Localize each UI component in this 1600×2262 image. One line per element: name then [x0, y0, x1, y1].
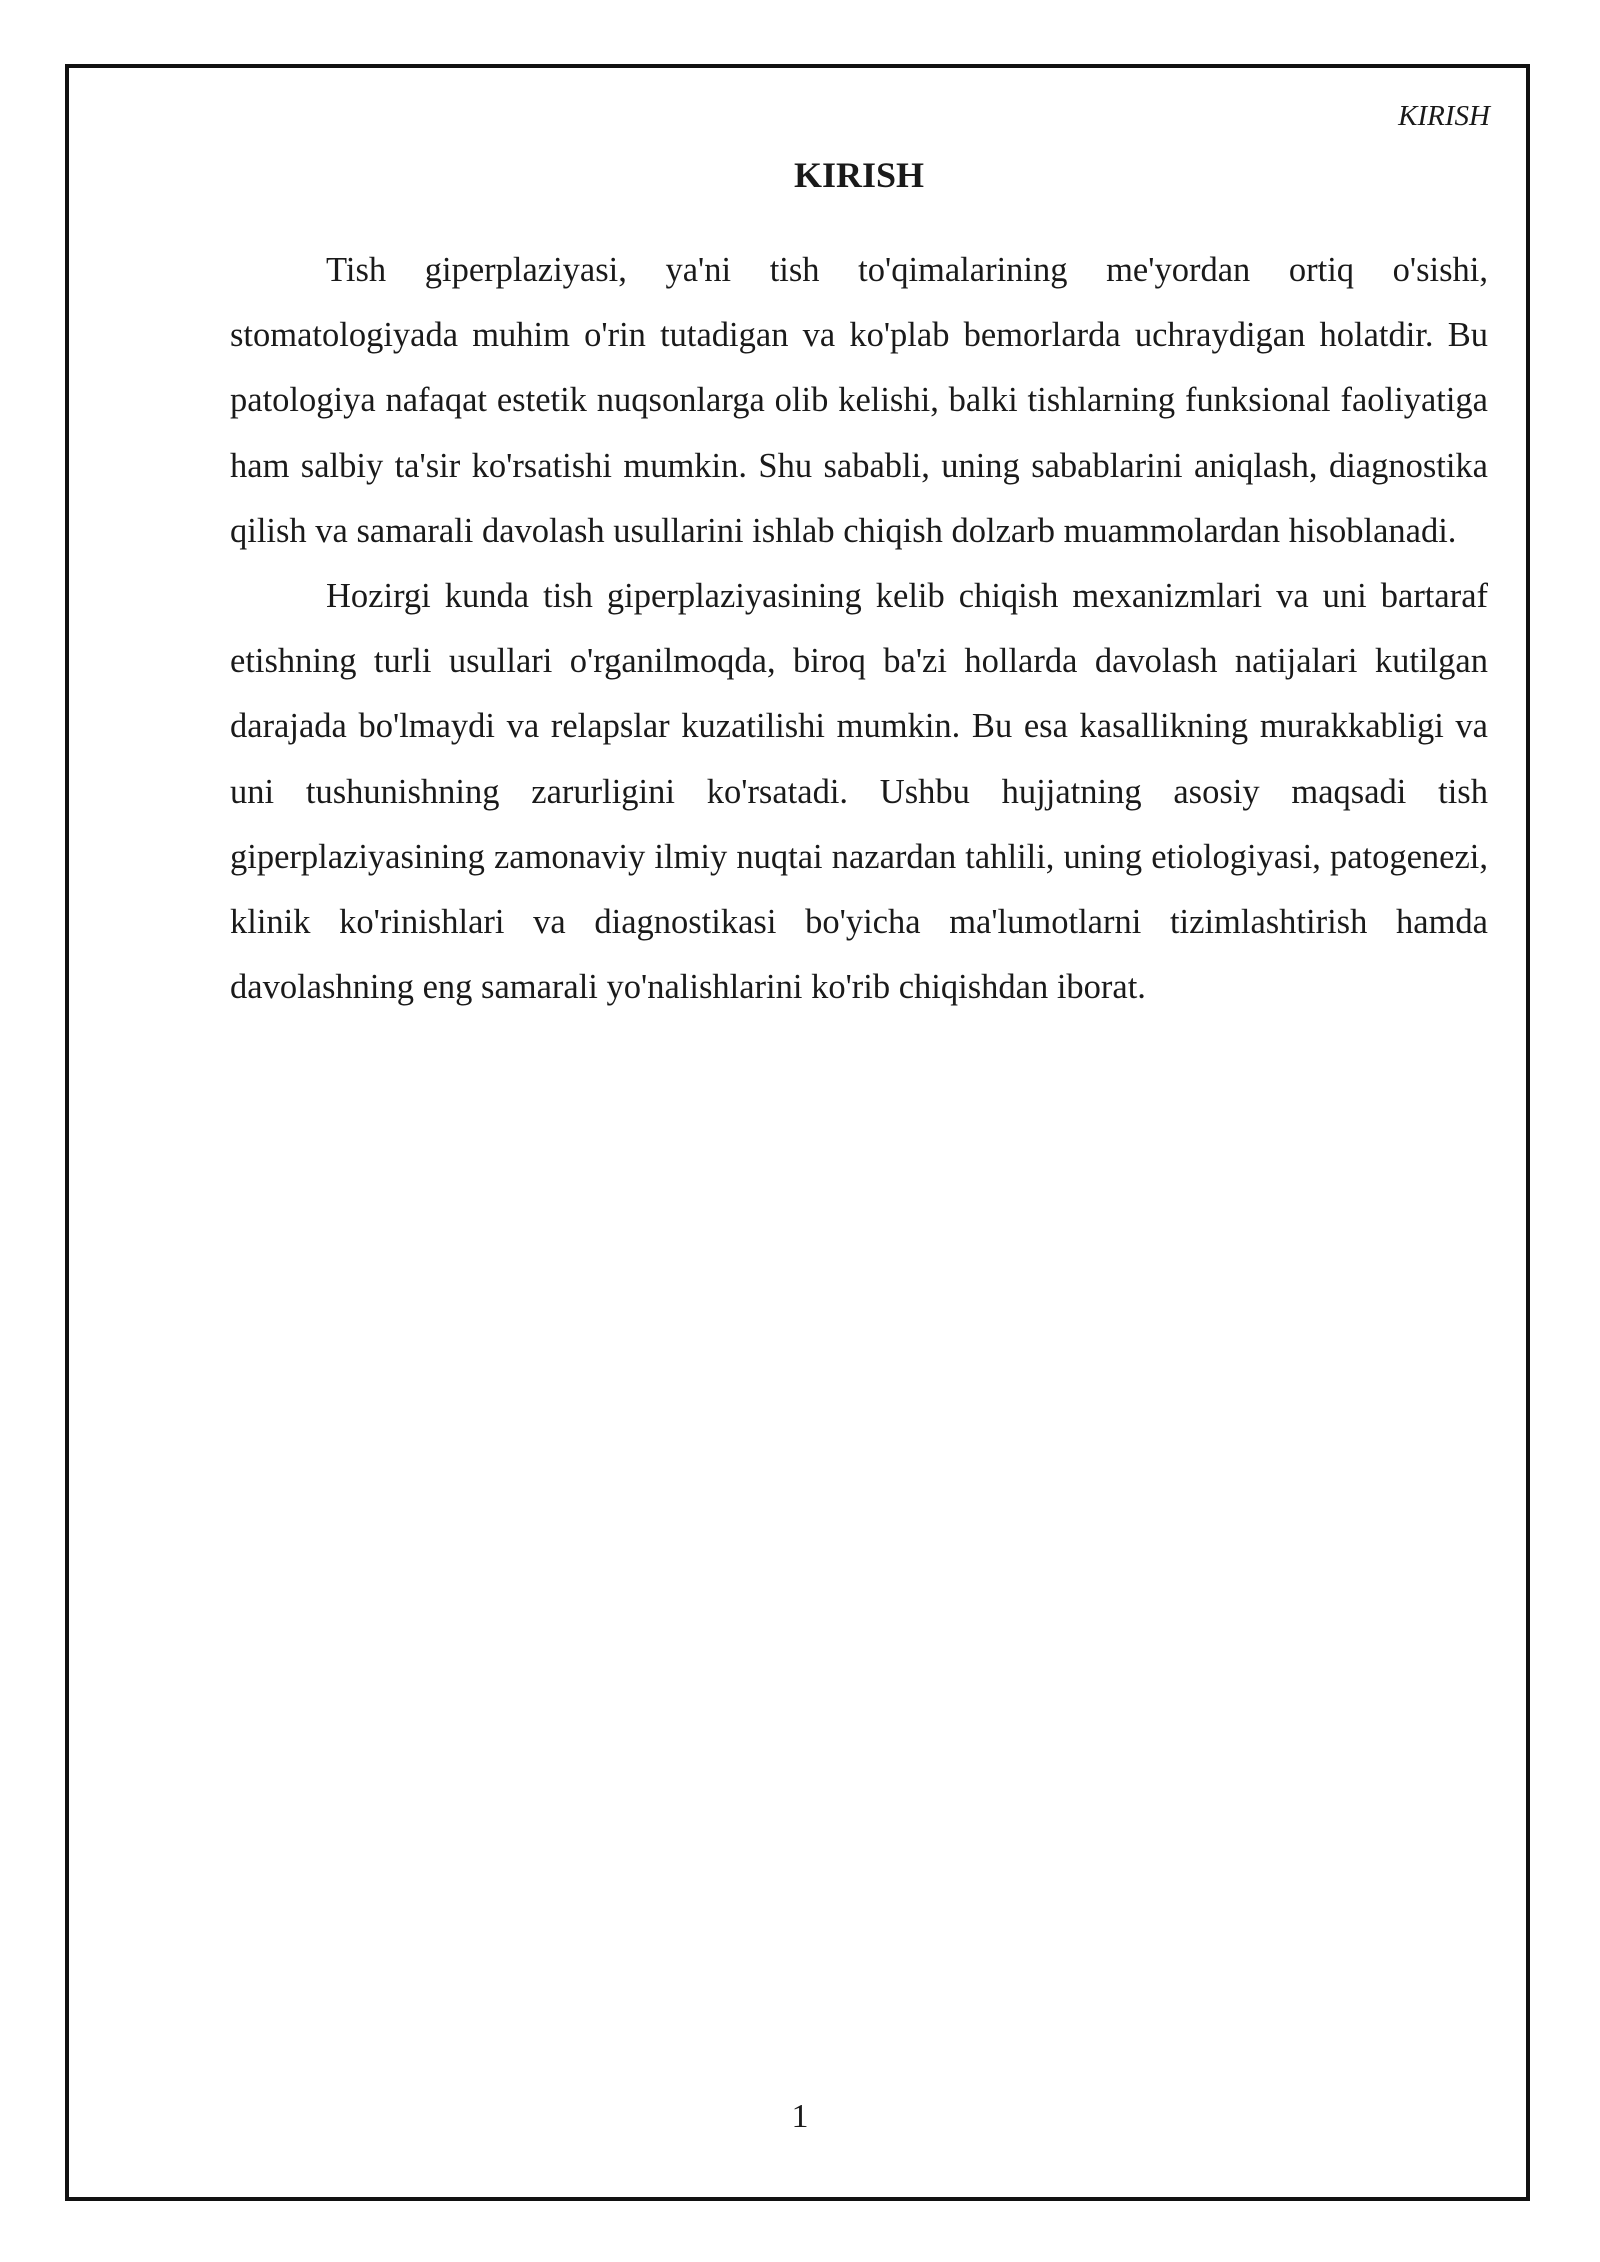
document-body: [230, 150, 1488, 1020]
page-number: 1: [791, 2098, 809, 2135]
running-header: KIRISH: [1398, 100, 1490, 132]
section-title: KIRISH: [793, 155, 925, 195]
paragraph-1: Tish giperplaziyasi, ya'ni tish to'qimalarining me'yordan ortiq o'sishi, stomatologiyada muhim o'rin tutadigan va ko'plab bemorlarda uchraydigan holatdir. Bu patologiya nafaqat estetik nuqsonlarga olib kelishi, balki tishlarning funksional faoliyatiga ham salbiy ta'sir ko'rsatishi mumkin. Shu sababli, uning sabablarini aniqlash, diagnostika qilish va samarali davolash usullarini ishlab chiqish dolzarb muammolardan hisoblanadi.: [230, 251, 1488, 550]
paragraph-2: Hozirgi kunda tish giperplaziyasining kelib chiqish mexanizmlari va uni bartaraf etishning turli usullari o'rganilmoqda, biroq ba'zi hollarda davolash natijalari kutilgan darajada bo'lmaydi va relapslar kuzatilishi mumkin. Bu esa kasallikning murakkabligi va uni tushunishning zarurligini ko'rsatadi. Ushbu hujjatning asosiy maqsadi tish giperplaziyasining zamonaviy ilmiy nuqtai nazardan tahlili, uning etiologiyasi, patogenezi, klinik ko'rinishlari va diagnostikasi bo'yicha ma'lumotlarni tizimlashtirish hamda davolashning eng samarali yo'nalishlarini ko'rib chiqishdan iborat.: [230, 577, 1488, 1007]
